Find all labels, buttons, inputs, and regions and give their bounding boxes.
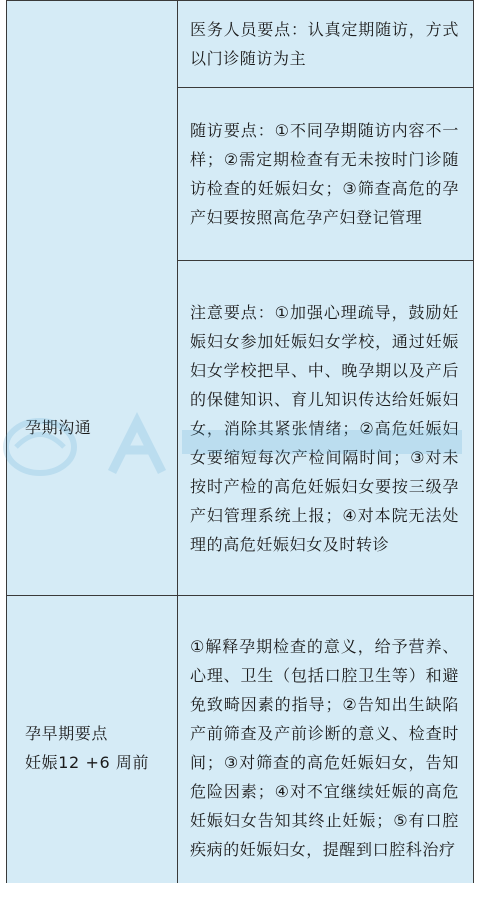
row-content: 随访要点：①不同孕期随访内容不一样；②需定期检查有无未按时门诊随访检查的妊娠妇女；③筛查高危的孕产妇要按照高危孕产妇登记管理 [178,88,474,261]
row-content: 医务人员要点：认真定期随访，方式以门诊随访为主 [178,1,474,88]
row-label [7,1,178,88]
row-label-communication: 孕期沟通 [7,261,178,596]
row-label-early-pregnancy [7,596,178,900]
table-row [7,1,474,88]
table-row [7,88,474,261]
row-label [7,88,178,261]
prenatal-care-table [6,0,474,900]
page-bottom-margin [0,883,484,901]
row-content: ①解释孕期检查的意义，给予营养、心理、卫生（包括口腔卫生等）和避免致畸因素的指导；②告知出生缺陷产前筛查及产前诊断的意义、检查时间；③对筛查的高危妊娠妇女，告知危险因素；④对不宜继续妊娠的高危妊娠妇女告知其终止妊娠；⑤有口腔疾病的妊娠妇女，提醒到口腔科治疗 [178,596,474,900]
table-row [7,596,474,900]
row-content: 注意要点：①加强心理疏导，鼓励妊娠妇女参加妊娠妇女学校，通过妊娠妇女学校把早、中、晚孕期以及产后的保健知识、育儿知识传达给妊娠妇女，消除其紧张情绪；②高危妊娠妇女要缩短每次产检间隔时间；③对未按时产检的高危妊娠妇女要按三级孕产妇管理系统上报；④对本院无法处理的高危妊娠妇女及时转诊 [178,261,474,596]
table-row [7,261,474,596]
label-title: 孕早期要点 [25,723,109,743]
label-subtitle: 妊娠12 +6 周前 [25,752,150,772]
